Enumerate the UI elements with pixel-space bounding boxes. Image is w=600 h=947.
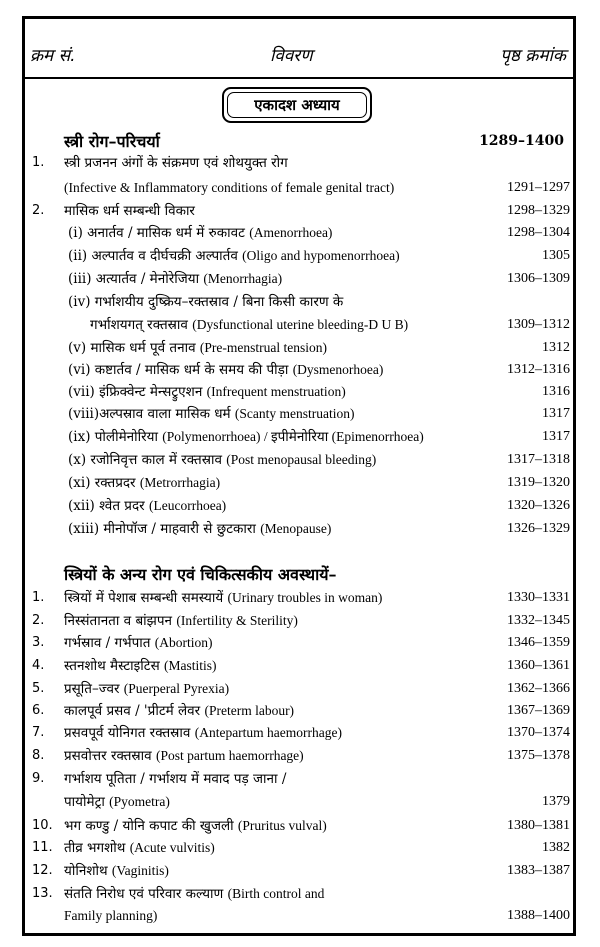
item-page-range: 1305 xyxy=(542,248,570,263)
item-text xyxy=(64,678,229,700)
item-number: 5. xyxy=(32,681,45,696)
list-item xyxy=(0,815,600,837)
section-2-title: स्त्रियों के अन्य रोग एवं चिकित्सकीय अवस्थायें– xyxy=(64,565,337,584)
list-item xyxy=(0,768,600,790)
item-number: 13. xyxy=(32,886,53,901)
item-page-range: 1370–1374 xyxy=(507,725,570,740)
item-text xyxy=(64,152,288,174)
item-text xyxy=(68,426,424,448)
item-page-range: 1367–1369 xyxy=(507,703,570,718)
item-hindi-title: (v) मासिक धर्म पूर्व तनाव xyxy=(68,340,196,356)
list-item xyxy=(0,883,600,905)
item-text xyxy=(64,200,195,222)
item-page-range: 1326–1329 xyxy=(507,521,570,536)
list-item xyxy=(0,587,600,609)
item-text xyxy=(68,268,282,290)
list-item xyxy=(0,152,600,174)
item-hindi-title: (ix) पोलीमेनोरिया xyxy=(68,429,158,445)
item-english-title: (Menorrhagia) xyxy=(203,271,283,286)
list-item xyxy=(0,678,600,700)
item-page-range: 1312–1316 xyxy=(507,362,570,377)
item-hindi-title: गर्भाशय पूतिता / गर्भाशय में मवाद पड़ जाना / xyxy=(64,771,287,787)
item-hindi-title: (x) रजोनिवृत्त काल में रक्तस्राव xyxy=(68,452,222,468)
list-item xyxy=(0,359,600,381)
item-page-range: 1298–1329 xyxy=(507,203,570,218)
item-english-title: (Infrequent menstruation) xyxy=(206,384,346,399)
list-item xyxy=(0,905,600,927)
header-page-number: पृष्ठ क्रमांक xyxy=(500,46,566,66)
item-number: 1. xyxy=(32,155,45,170)
list-item xyxy=(0,426,600,448)
item-english-title: (Polymenorrhoea) / इपीमेनोरिया (Epimenorrhoea) xyxy=(162,429,424,444)
item-hindi-title: प्रसवोत्तर रक्तस्राव xyxy=(64,748,152,764)
item-text xyxy=(64,745,304,767)
item-english-title: (Metrorrhagia) xyxy=(139,475,221,490)
list-item xyxy=(0,745,600,767)
item-hindi-title: (iii) अत्यार्तव / मेनोरेजिया xyxy=(68,271,200,287)
list-item xyxy=(0,268,600,290)
item-number: 6. xyxy=(32,703,45,718)
list-item xyxy=(0,495,600,517)
list-item xyxy=(0,655,600,677)
item-english-title: (Acute vulvitis) xyxy=(129,840,215,855)
item-english-title: (Post menopausal bleeding) xyxy=(226,452,377,467)
item-hindi-title: गर्भाशयगत् रक्तस्राव xyxy=(90,317,188,333)
item-english-title: Family planning) xyxy=(64,908,158,923)
item-hindi-title: स्त्री प्रजनन अंगों के संक्रमण एवं शोथयुक्त रोग xyxy=(64,155,288,171)
item-text xyxy=(68,222,332,244)
item-number: 2. xyxy=(32,203,45,218)
item-number: 1. xyxy=(32,590,45,605)
item-text xyxy=(68,359,383,381)
item-page-range: 1298–1304 xyxy=(507,225,570,240)
list-item xyxy=(0,245,600,267)
list-item xyxy=(0,837,600,859)
item-text xyxy=(68,518,331,540)
section-1-pages: 1289–1400 xyxy=(479,133,564,149)
item-hindi-title: (xii) श्वेत प्रदर xyxy=(68,498,145,514)
item-page-range: 1362–1366 xyxy=(507,681,570,696)
item-hindi-title: प्रसूति–ज्वर xyxy=(64,681,120,697)
item-number: 2. xyxy=(32,613,45,628)
item-page-range: 1309–1312 xyxy=(507,317,570,332)
item-page-range: 1317 xyxy=(542,406,570,421)
list-item xyxy=(0,381,600,403)
item-text xyxy=(64,722,342,744)
item-page-range: 1379 xyxy=(542,794,570,809)
item-text xyxy=(64,655,217,677)
item-english-title: (Menopause) xyxy=(260,521,332,536)
item-page-range: 1312 xyxy=(542,340,570,355)
chapter-badge xyxy=(222,87,372,123)
item-text xyxy=(64,860,169,882)
item-english-title: (Amenorrhoea) xyxy=(249,225,333,240)
item-hindi-title: कालपूर्व प्रसव / 'प्रीटर्म लेवर xyxy=(64,703,201,719)
item-number: 4. xyxy=(32,658,45,673)
item-hindi-title: भग कण्डु / योनि कपाट की खुजली xyxy=(64,818,234,834)
item-english-title: (Abortion) xyxy=(154,635,213,650)
list-item xyxy=(0,518,600,540)
list-item xyxy=(0,610,600,632)
item-english-title: (Preterm labour) xyxy=(204,703,295,718)
item-english-title: (Pre-menstrual tension) xyxy=(199,340,328,355)
item-text xyxy=(68,381,346,403)
list-item xyxy=(0,177,600,199)
item-hindi-title: (vii) इंफ्रिक्वेन्ट मेन्सट्रुएशन xyxy=(68,384,203,400)
item-text xyxy=(64,883,324,905)
list-item xyxy=(0,222,600,244)
item-hindi-title: (xiii) मीनोपॉज / माहवारी से छुटकारा xyxy=(68,521,256,537)
item-page-range: 1380–1381 xyxy=(507,818,570,833)
item-hindi-title: निस्संतानता व बांझपन xyxy=(64,613,173,629)
item-hindi-title: (ii) अल्पार्तव व दीर्घचक्री अल्पार्तव xyxy=(68,248,238,264)
item-english-title: (Scanty menstruation) xyxy=(234,406,355,421)
item-number: 10. xyxy=(32,818,53,833)
item-english-title: (Infertility & Sterility) xyxy=(176,613,298,628)
list-item xyxy=(0,314,600,336)
item-hindi-title: स्त्रियों में पेशाब सम्बन्धी समस्यायें xyxy=(64,590,224,606)
list-item xyxy=(0,632,600,654)
item-english-title: (Dysmenorhoea) xyxy=(292,362,384,377)
item-text xyxy=(68,495,226,517)
item-english-title: (Mastitis) xyxy=(164,658,217,673)
item-text xyxy=(68,449,376,471)
item-text xyxy=(68,472,220,494)
item-text xyxy=(64,815,327,837)
item-english-title: (Leucorrhoea) xyxy=(148,498,227,513)
list-item xyxy=(0,403,600,425)
item-page-range: 1375–1378 xyxy=(507,748,570,763)
item-hindi-title: संतति निरोध एवं परिवार कल्याण xyxy=(64,886,224,902)
item-text xyxy=(90,314,408,336)
item-page-range: 1388–1400 xyxy=(507,908,570,923)
item-number: 12. xyxy=(32,863,53,878)
item-text xyxy=(64,610,298,632)
item-page-range: 1317–1318 xyxy=(507,452,570,467)
item-number: 9. xyxy=(32,771,45,786)
item-hindi-title: योनिशोथ xyxy=(64,863,108,879)
item-text xyxy=(64,905,157,927)
list-item xyxy=(0,860,600,882)
list-item xyxy=(0,700,600,722)
list-item xyxy=(0,791,600,813)
item-english-title: (Puerperal Pyrexia) xyxy=(123,681,230,696)
item-text xyxy=(64,768,286,790)
item-number: 11. xyxy=(32,840,53,855)
list-item xyxy=(0,449,600,471)
header-divider xyxy=(22,77,576,79)
item-hindi-title: गर्भस्राव / गर्भपात xyxy=(64,635,151,651)
section-1-title: स्त्री रोग–परिचर्या xyxy=(64,132,160,151)
item-page-range: 1382 xyxy=(542,840,570,855)
item-hindi-title: स्तनशोथ मैस्टाइटिस xyxy=(64,658,160,674)
item-english-title: (Infective & Inflammatory conditions of female genital tract) xyxy=(64,180,395,195)
item-hindi-title: प्रसवपूर्व योनिगत रक्तस्राव xyxy=(64,725,191,741)
item-english-title: (Oligo and hypomenorrhoea) xyxy=(242,248,400,263)
item-page-range: 1383–1387 xyxy=(507,863,570,878)
item-hindi-title: (vi) कष्टार्तव / मासिक धर्म के समय की पीड़ा xyxy=(68,362,289,378)
item-english-title: (Pyometra) xyxy=(109,794,170,809)
header-description: विवरण xyxy=(270,46,313,66)
item-hindi-title: मासिक धर्म सम्बन्धी विकार xyxy=(64,203,195,219)
item-page-range: 1346–1359 xyxy=(507,635,570,650)
item-page-range: 1332–1345 xyxy=(507,613,570,628)
item-page-range: 1317 xyxy=(542,429,570,444)
item-text xyxy=(64,632,212,654)
item-english-title: (Dysfunctional uterine bleeding-D U B) xyxy=(192,317,409,332)
item-text xyxy=(68,403,355,425)
item-hindi-title: (i) अनार्तव / मासिक धर्म में रुकावट xyxy=(68,225,245,241)
item-page-range: 1320–1326 xyxy=(507,498,570,513)
table-header xyxy=(22,38,576,78)
item-page-range: 1291–1297 xyxy=(507,180,570,195)
item-text xyxy=(64,587,382,609)
item-text xyxy=(64,177,394,199)
item-number: 8. xyxy=(32,748,45,763)
item-number: 7. xyxy=(32,725,45,740)
header-serial: क्रम सं. xyxy=(30,46,76,66)
item-text xyxy=(64,700,294,722)
item-text xyxy=(64,791,170,813)
item-hindi-title: (viii)अल्पस्राव वाला मासिक धर्म xyxy=(68,406,231,422)
list-item xyxy=(0,722,600,744)
list-item xyxy=(0,337,600,359)
item-page-range: 1360–1361 xyxy=(507,658,570,673)
item-english-title: (Pruritus vulval) xyxy=(237,818,327,833)
item-text xyxy=(68,245,400,267)
item-hindi-title: (xi) रक्तप्रदर xyxy=(68,475,136,491)
chapter-title: एकादश अध्याय xyxy=(227,92,367,118)
item-page-range: 1330–1331 xyxy=(507,590,570,605)
item-page-range: 1316 xyxy=(542,384,570,399)
item-english-title: (Post partum haemorrhage) xyxy=(155,748,304,763)
item-english-title: (Birth control and xyxy=(227,886,325,901)
item-text xyxy=(68,337,327,359)
item-text xyxy=(68,291,343,313)
item-hindi-title: तीव्र भगशोथ xyxy=(64,840,126,856)
item-page-range: 1319–1320 xyxy=(507,475,570,490)
item-page-range: 1306–1309 xyxy=(507,271,570,286)
item-english-title: (Urinary troubles in woman) xyxy=(227,590,383,605)
item-number: 3. xyxy=(32,635,45,650)
list-item xyxy=(0,200,600,222)
item-english-title: (Vaginitis) xyxy=(111,863,169,878)
item-text xyxy=(64,837,215,859)
list-item xyxy=(0,472,600,494)
item-hindi-title: पायोमेट्रा xyxy=(64,794,105,810)
list-item xyxy=(0,291,600,313)
item-english-title: (Antepartum haemorrhage) xyxy=(194,725,343,740)
item-hindi-title: (iv) गर्भाशयीय दुष्क्रिय–रक्तस्राव / बिना किसी कारण के xyxy=(68,294,344,310)
